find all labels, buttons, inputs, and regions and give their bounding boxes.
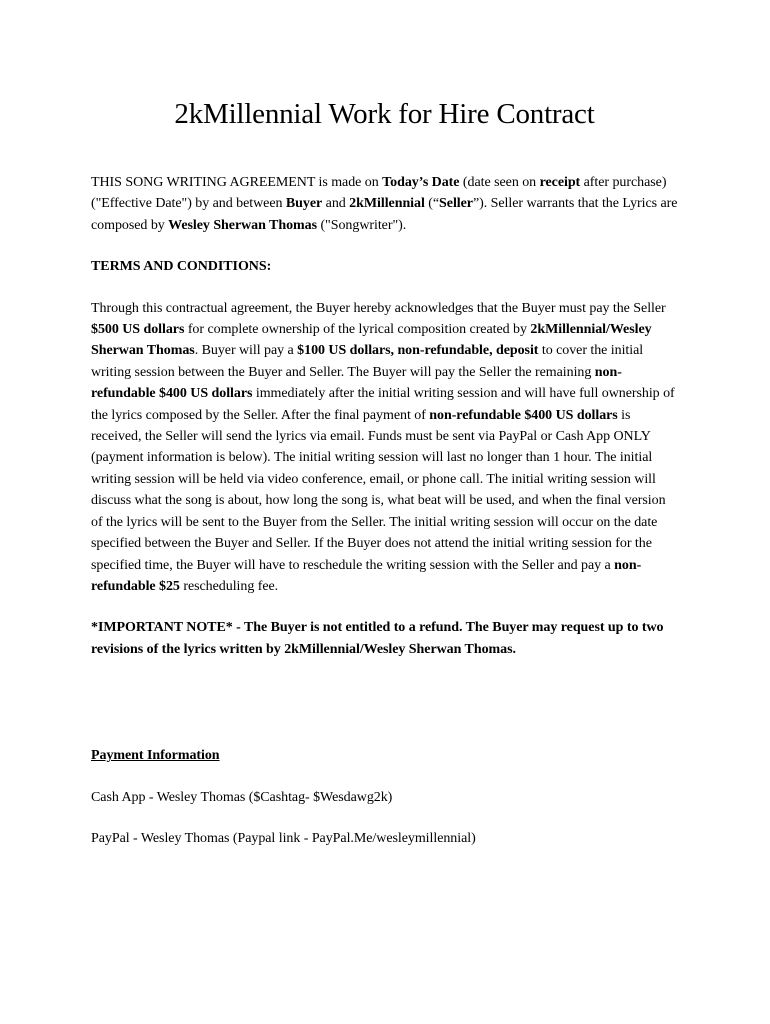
- intro-bold-songwriter-name: Wesley Sherwan Thomas: [168, 217, 317, 233]
- terms-bold-deposit: $100 US dollars, non-refundable, deposit: [297, 343, 539, 359]
- intro-bold-seller: Seller: [439, 196, 473, 212]
- terms-text-1: Through this contractual agreement, the Buyer hereby acknowledges that the Buyer must pay the Seller: [91, 300, 666, 316]
- terms-text-2: for complete ownership of the lyrical composition created by: [184, 322, 531, 338]
- terms-text-3: . Buyer will pay a: [194, 343, 298, 359]
- terms-paragraph: [91, 298, 678, 598]
- terms-bold-price: $500 US dollars: [91, 322, 185, 338]
- intro-text-4: and: [322, 196, 350, 212]
- terms-text-5: immediately after the initial writing session and will have full ownership of the lyrics composed by the Seller. After the final payment of: [91, 386, 675, 423]
- payment-heading: Payment Information: [91, 748, 220, 764]
- payment-paypal: PayPal - Wesley Thomas (Paypal link - PayPal.Me/wesleymillennial): [91, 830, 476, 846]
- intro-text-1: THIS SONG WRITING AGREEMENT is made on: [91, 175, 383, 190]
- intro-text-6: ”). Seller warrants that the Lyrics are composed by: [91, 196, 678, 233]
- important-note: *IMPORTANT NOTE* - The Buyer is not entitled to a refund. The Buyer may request up to two revisions of the lyrics written by 2kMillennial/Wesley Sherwan Thomas.: [91, 620, 664, 657]
- terms-bold-creator: 2kMillennial/Wesley Sherwan Thomas: [91, 322, 652, 359]
- terms-text-7: rescheduling fee.: [179, 578, 279, 594]
- document-title: 2kMillennial Work for Hire Contract: [174, 98, 595, 130]
- intro-text-7: ("Songwriter").: [317, 217, 407, 233]
- terms-bold-final-payment: non-refundable $400 US dollars: [429, 407, 618, 423]
- intro-bold-receipt: receipt: [539, 175, 581, 190]
- intro-paragraph: [91, 172, 678, 236]
- terms-text-6: is received, the Seller will send the lyrics via email. Funds must be sent via PayPal or Cash App ONLY (payment information is below). The initial writing session will last no longer than 1 hour. The initial writing session will be held via video conference, email, or phone call. The initial writing session will discuss what the song is about, how long the song is, what beat will be used, and when the final version of the lyrics will be sent to the Buyer from the Seller. The initial writing session will occur on the date specified between the Buyer and Seller. If the Buyer does not attend the initial writing session for the specified time, the Buyer will have to reschedule the writing session with the Seller and pay a: [91, 407, 666, 573]
- intro-text-5: (“: [424, 196, 440, 212]
- intro-bold-date: Today’s Date: [382, 175, 460, 190]
- terms-text-4: to cover the initial writing session between the Buyer and Seller. The Buyer will pay the Seller the remaining: [91, 343, 644, 380]
- terms-bold-fee: non-refundable $25: [91, 557, 642, 594]
- terms-bold-remaining: non-refundable $400 US dollars: [91, 364, 622, 402]
- intro-bold-company: 2kMillennial: [349, 196, 425, 212]
- terms-heading: TERMS AND CONDITIONS:: [91, 259, 272, 275]
- intro-text-3: after purchase) ("Effective Date") by and between: [91, 175, 667, 212]
- payment-cashapp: Cash App - Wesley Thomas ($Cashtag- $Wesdawg2k): [91, 789, 393, 805]
- intro-text-2: (date seen on: [459, 175, 540, 190]
- intro-bold-buyer: Buyer: [285, 196, 323, 212]
